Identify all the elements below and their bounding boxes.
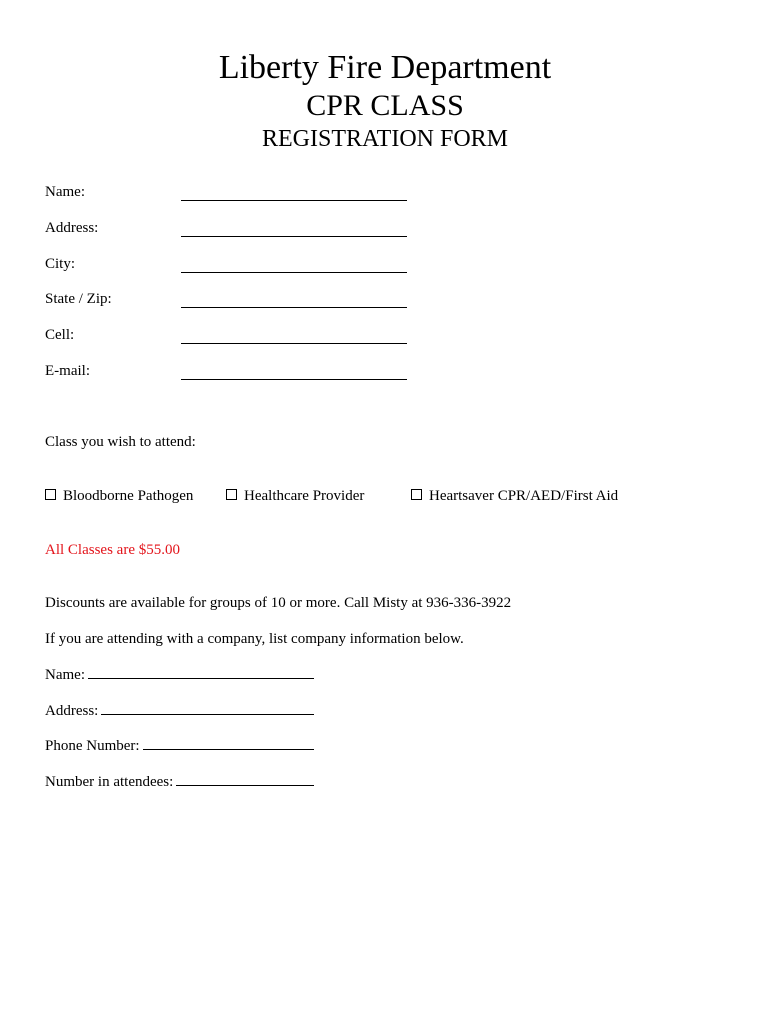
company-phone-label: Phone Number: xyxy=(45,738,140,754)
class-prompt: Class you wish to attend: xyxy=(45,434,196,450)
name-label: Name: xyxy=(45,184,85,200)
discount-note: Discounts are available for groups of 10 or more. Call Misty at 936-336-3922 xyxy=(45,595,512,611)
checkbox-icon[interactable] xyxy=(45,489,56,500)
company-intro: If you are attending with a company, list company information below. xyxy=(45,631,464,647)
class-option-heartsaver[interactable] xyxy=(411,488,618,505)
company-attendees-field[interactable] xyxy=(176,785,314,786)
class-option-healthcare[interactable] xyxy=(226,488,364,505)
cell-label: Cell: xyxy=(45,327,75,343)
class-option-bloodborne[interactable] xyxy=(45,488,193,505)
form-title: REGISTRATION FORM xyxy=(261,126,509,152)
city-label: City: xyxy=(45,256,76,272)
cell-field[interactable] xyxy=(181,343,407,344)
company-address-field[interactable] xyxy=(101,714,314,715)
company-attendees-row xyxy=(45,774,314,791)
class-option-label: Heartsaver CPR/AED/First Aid xyxy=(429,488,619,504)
city-field[interactable] xyxy=(181,272,407,273)
company-address-label: Address: xyxy=(45,703,99,719)
state-zip-field[interactable] xyxy=(181,307,407,308)
checkbox-icon[interactable] xyxy=(411,489,422,500)
class-title: CPR CLASS xyxy=(306,89,464,122)
company-address-row xyxy=(45,703,314,720)
price-note: All Classes are $55.00 xyxy=(45,542,180,558)
company-name-label: Name: xyxy=(45,667,85,683)
email-label: E-mail: xyxy=(45,363,90,379)
class-option-label: Bloodborne Pathogen xyxy=(63,488,194,504)
company-name-row xyxy=(45,667,314,684)
department-title: Liberty Fire Department xyxy=(218,49,552,86)
company-attendees-label: Number in attendees: xyxy=(45,774,174,790)
class-option-label: Healthcare Provider xyxy=(244,488,365,504)
email-field[interactable] xyxy=(181,379,407,380)
checkbox-icon[interactable] xyxy=(226,489,237,500)
address-field[interactable] xyxy=(181,236,407,237)
name-field[interactable] xyxy=(181,200,407,201)
company-phone-field[interactable] xyxy=(143,749,314,750)
state-zip-label: State / Zip: xyxy=(45,291,112,307)
address-label: Address: xyxy=(45,220,99,236)
company-phone-row xyxy=(45,738,314,755)
company-name-field[interactable] xyxy=(88,678,314,679)
